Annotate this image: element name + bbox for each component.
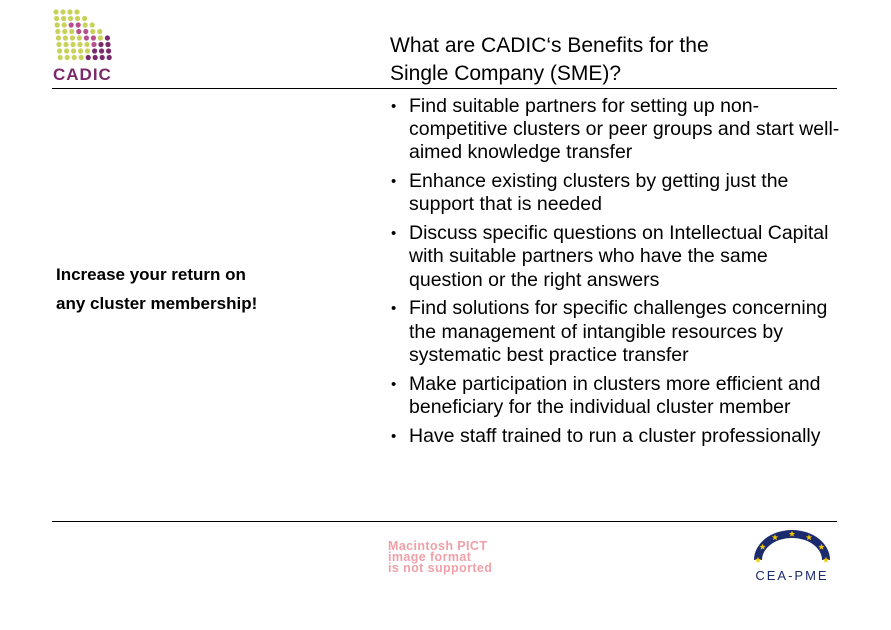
cadic-logo-dot: [77, 42, 82, 47]
cadic-logo-dot: [105, 35, 110, 40]
cadic-logo-dot: [55, 29, 60, 34]
cadic-logo-dot: [83, 22, 88, 27]
cadic-logo-dot: [65, 55, 70, 60]
list-item: [390, 297, 840, 367]
cadic-logo-dot: [78, 48, 83, 53]
cadic-logo-dot: [74, 9, 79, 14]
cadic-logo-dot: [91, 35, 96, 40]
cadic-logo-dot: [91, 42, 96, 47]
top-divider: [52, 88, 837, 89]
cadic-logo-dot: [84, 35, 89, 40]
cadic-logo-dot: [62, 22, 67, 27]
cadic-logo-dot: [79, 55, 84, 60]
cadic-logo-dot: [56, 35, 61, 40]
cadic-logo-dot: [92, 48, 97, 53]
cadic-logo-dot: [55, 22, 60, 27]
slide-title: [390, 32, 830, 88]
slide-title-line-1: What are CADIC‘s Benefits for the: [390, 34, 709, 57]
unsupported-image-placeholder: [388, 541, 538, 574]
cadic-logo-dot: [54, 16, 59, 21]
list-item-text: Find suitable partners for setting up non-competitive clusters or peer groups and start well-aimed knowledge transfer: [409, 95, 840, 164]
bullet-icon: •: [391, 173, 397, 191]
cadic-logo-dot: [67, 9, 72, 14]
bullet-icon: •: [391, 300, 397, 318]
side-note-line-1: Increase your return on: [56, 265, 246, 284]
bottom-divider: [52, 521, 837, 522]
bullet-icon: •: [391, 98, 397, 115]
cadic-logo-dot: [98, 42, 103, 47]
list-item: [390, 222, 840, 292]
cadic-logo-dot: [105, 42, 110, 47]
cadic-logo-dot: [58, 55, 63, 60]
cadic-logo-dot: [69, 29, 74, 34]
cadic-logo-dot: [63, 42, 68, 47]
cadic-logo-text: CADIC: [53, 65, 112, 82]
list-item-text: Enhance existing clusters by getting just the support that is needed: [409, 170, 789, 216]
placeholder-line-3: is not supported: [388, 561, 493, 575]
cadic-logo-dot: [70, 35, 75, 40]
bullet-icon: •: [391, 225, 397, 243]
list-item-text: Discuss specific questions on Intellectual Capital with suitable partners who have the same question or the right answers: [409, 222, 829, 291]
cadic-logo-dot: [64, 48, 69, 53]
cadic-logo: [50, 6, 116, 82]
cadic-logo-dot: [107, 55, 112, 60]
cadic-logo-dot: [86, 55, 91, 60]
cadic-logo-dot: [82, 16, 87, 21]
slide-title-line-2: Single Company (SME)?: [390, 62, 622, 85]
cadic-logo-dot: [98, 35, 103, 40]
cadic-logo-dot: [71, 48, 76, 53]
cadic-logo-dot: [61, 16, 66, 21]
cadic-logo-dot: [69, 22, 74, 27]
cadic-logo-dot: [90, 29, 95, 34]
cadic-logo-dot: [99, 48, 104, 53]
cadic-logo-dot: [84, 42, 89, 47]
cadic-logo-dot: [85, 48, 90, 53]
list-item: [390, 425, 840, 448]
cadic-logo-dot: [56, 42, 61, 47]
cadic-logo-dot: [68, 16, 73, 21]
list-item: [390, 373, 840, 419]
placeholder-line-1: Macintosh PICT: [388, 539, 488, 553]
cadic-logo-dot: [75, 16, 80, 21]
list-item-text: Have staff trained to run a cluster professionally: [409, 424, 821, 447]
list-item-text: Make participation in clusters more efficient and beneficiary for the individual cluster member: [409, 372, 821, 418]
list-item-text: Find solutions for specific challenges concerning the management of intangible resources by systematic best practice transfer: [409, 297, 828, 366]
cadic-logo-dot: [100, 55, 105, 60]
cadic-logo-dot: [76, 22, 81, 27]
cadic-logo-dot: [83, 29, 88, 34]
cadic-logo-dot: [77, 35, 82, 40]
list-item: [390, 170, 840, 216]
cadic-logo-dot: [53, 9, 58, 14]
cadic-logo-dot: [63, 35, 68, 40]
cadic-logo-dot: [106, 48, 111, 53]
cadic-logo-dot: [57, 48, 62, 53]
cadic-logo-dot: [70, 42, 75, 47]
placeholder-line-2: image format: [388, 550, 472, 564]
cea-pme-text: CEA-PME: [755, 568, 829, 583]
cadic-logo-dot: [60, 9, 65, 14]
cadic-logo-dot: [76, 29, 81, 34]
cadic-logo-dot: [97, 29, 102, 34]
cadic-logo-dot: [72, 55, 77, 60]
side-note: [56, 260, 356, 318]
list-item: [390, 95, 840, 165]
bullet-icon: •: [391, 375, 397, 393]
benefits-list: [390, 95, 840, 453]
cadic-logo-dot: [93, 55, 98, 60]
side-note-line-2: any cluster membership!: [56, 294, 258, 313]
cea-pme-logo: [744, 530, 840, 588]
cadic-logo-dot: [90, 22, 95, 27]
cadic-logo-dots: [53, 9, 111, 60]
cadic-logo-dot: [62, 29, 67, 34]
bullet-icon: •: [391, 427, 397, 445]
